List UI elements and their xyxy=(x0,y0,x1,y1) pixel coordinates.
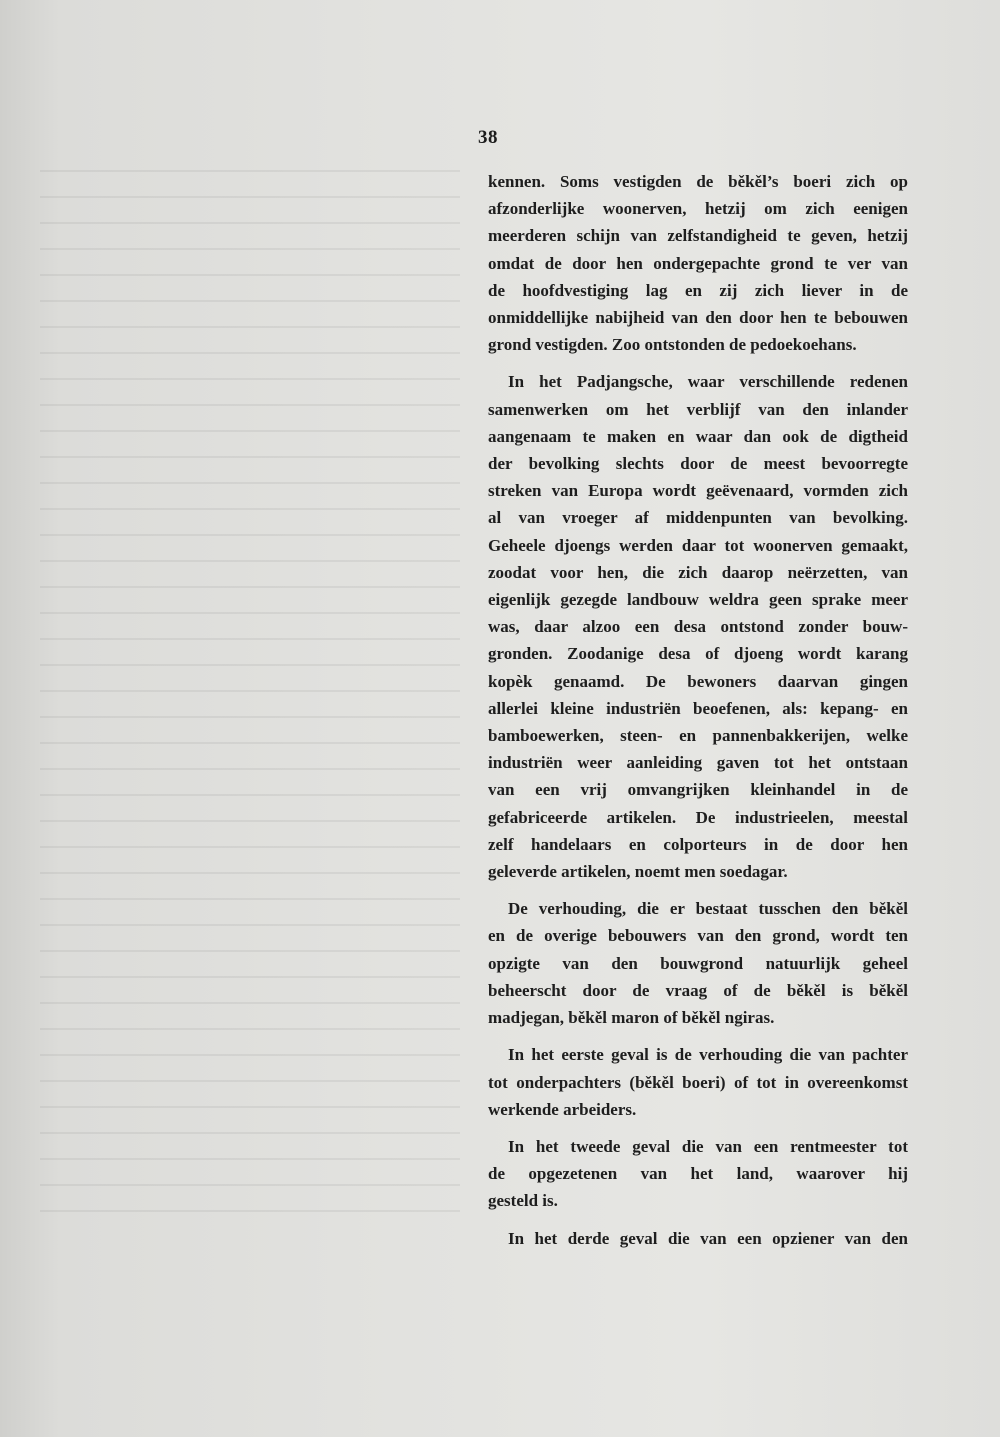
show-through-text xyxy=(40,170,460,1230)
paragraph xyxy=(488,168,908,358)
text-line: onmiddellijke nabijheid van den door hen te bebouwen xyxy=(488,308,908,328)
text-line: der bevolking slechts door de meest bevoorregte xyxy=(488,454,908,474)
text-line: kopèk genaamd. De bewoners daarvan gingen xyxy=(488,671,908,691)
text-line: tot onderpachters (běkěl boeri) of tot in overeenkomst xyxy=(488,1072,908,1092)
text-line: industriën weer aanleiding gaven tot het ontstaan xyxy=(488,753,908,773)
paragraph xyxy=(488,1133,908,1215)
text-line: kennen. Soms vestigden de běkěl’s boeri zich op xyxy=(488,172,908,191)
text-line: afzonderlijke woonerven, hetzij om zich eenigen xyxy=(488,199,908,219)
text-line: werkende arbeiders. xyxy=(488,1099,637,1119)
paragraph xyxy=(488,368,908,885)
text-line: In het derde geval die van een opziener van den xyxy=(508,1228,908,1248)
text-line: de opgezetenen van het land, waarover hij xyxy=(488,1164,908,1184)
text-line: en de overige bebouwers van den grond, wordt ten xyxy=(488,926,908,946)
text-line: zoodat voor hen, die zich daarop neërzetten, van xyxy=(488,562,908,582)
page-number: 38 xyxy=(478,127,498,148)
text-line: madjegan, běkěl maron of běkěl ngiras. xyxy=(488,1008,775,1028)
paragraph xyxy=(488,1041,908,1123)
text-line: geleverde artikelen, noemt men soedagar. xyxy=(488,862,788,882)
text-line: zelf handelaars en colporteurs in de door hen xyxy=(488,834,908,854)
text-line: gefabriceerde artikelen. De industrieelen, meestal xyxy=(488,807,908,827)
text-line: opzigte van den bouwgrond natuurlijk geheel xyxy=(488,953,908,973)
text-line: In het tweede geval die van een rentmeester tot xyxy=(508,1136,908,1156)
text-line: In het eerste geval is de verhouding die van pachter xyxy=(508,1045,908,1065)
text-line: allerlei kleine industriën beoefenen, als: kepang- en xyxy=(488,698,908,718)
text-line: meerderen schijn van zelfstandigheid te geven, hetzij xyxy=(488,226,908,246)
text-line: grond vestigden. Zoo ontstonden de pedoekoehans. xyxy=(488,335,857,355)
text-line: beheerscht door de vraag of de běkěl is běkěl xyxy=(488,980,908,1000)
text-line: eigenlijk gezegde landbouw weldra geen sprake meer xyxy=(488,590,908,610)
text-line: al van vroeger af middenpunten van bevolking. xyxy=(488,508,908,528)
text-line: bamboewerken, steen- en pannenbakkerijen, welke xyxy=(488,726,908,746)
text-line: gesteld is. xyxy=(488,1191,558,1211)
paragraph xyxy=(488,1225,908,1252)
body-text xyxy=(488,168,908,1262)
text-line: samenwerken om het verblijf van den inlander xyxy=(488,399,908,419)
text-line: gronden. Zoodanige desa of djoeng wordt karang xyxy=(488,644,908,664)
text-line: van een vrij omvangrijken kleinhandel in de xyxy=(488,780,908,800)
text-line: was, daar alzoo een desa ontstond zonder bouw- xyxy=(488,617,908,637)
text-line: In het Padjangsche, waar verschillende redenen xyxy=(508,372,908,392)
paragraph xyxy=(488,895,908,1031)
text-line: streken van Europa wordt geëvenaard, vormden zich xyxy=(488,481,908,501)
text-line: Geheele djoengs werden daar tot woonerven gemaakt, xyxy=(488,535,908,555)
text-line: De verhouding, die er bestaat tusschen den běkěl xyxy=(508,899,908,919)
text-line: aangenaam te maken en waar dan ook de digtheid xyxy=(488,426,908,446)
text-line: de hoofdvestiging lag en zij zich liever in de xyxy=(488,280,908,300)
text-line: omdat de door hen ondergepachte grond te ver van xyxy=(488,253,908,273)
